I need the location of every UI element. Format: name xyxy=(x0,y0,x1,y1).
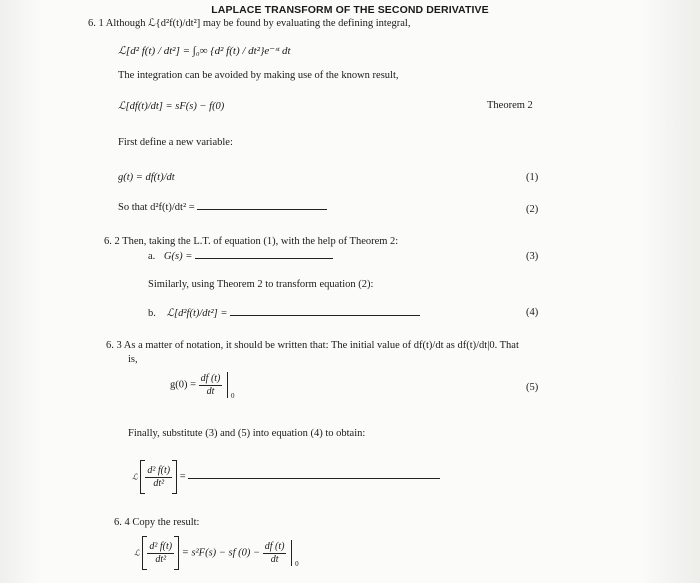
final-result-answer-blank[interactable] xyxy=(188,477,440,479)
fraction-denominator: dt² xyxy=(153,477,165,489)
right-bracket xyxy=(174,536,179,570)
item-a-answer-blank[interactable] xyxy=(195,257,333,259)
evaluation-subscript: 0 xyxy=(231,392,235,400)
fraction-denominator: dt xyxy=(270,553,279,565)
item-b-formula: ℒ[d²f(t)/dt²] = xyxy=(166,308,228,319)
item-a-label: a. xyxy=(148,251,156,262)
equation-2-answer-blank[interactable] xyxy=(197,208,327,210)
equation-2-text: So that d²f(t)/dt² = xyxy=(118,202,195,213)
finally-text: Finally, substitute (3) and (5) into equation (4) to obtain: xyxy=(128,428,366,439)
laplace-script-symbol: ℒ xyxy=(132,472,138,482)
item-b-label: b. xyxy=(148,308,156,319)
theorem-2-formula: ℒ[df(t)/dt] = sF(s) − f(0) xyxy=(118,101,225,112)
integral-formula: ℒ[d² f(t) / dt²] = ∫₀∞ {d² f(t) / dt²}e⁻ˢᵗ dt xyxy=(118,45,291,57)
evaluation-bar xyxy=(227,372,235,400)
equation-4-number: (4) xyxy=(526,307,539,318)
item-b-answer-blank[interactable] xyxy=(230,314,420,316)
equals-sign: = xyxy=(179,471,186,483)
evaluation-bar xyxy=(291,540,299,568)
section-6-3-text: 6. 3 As a matter of notation, it should be written that: The initial value of df(t)/dt as df(t)/dt|0. That xyxy=(106,340,519,351)
copied-result-rhs: = s²F(s) − sf (0) − xyxy=(181,547,261,559)
laplace-script-symbol: ℒ xyxy=(134,548,140,558)
right-bracket xyxy=(172,460,177,494)
equation-2-number: (2) xyxy=(526,204,539,215)
fraction-denominator: dt xyxy=(206,385,215,397)
equation-5-number: (5) xyxy=(526,382,539,393)
fraction-denominator: dt² xyxy=(155,553,167,565)
fraction-numerator: df (t) xyxy=(200,372,221,384)
fraction-numerator: df (t) xyxy=(264,540,285,552)
item-a-formula: G(s) = xyxy=(163,251,193,262)
section-6-1-text: 6. 1 Although ℒ{d²f(t)/dt²] may be found by evaluating the defining integral, xyxy=(88,18,411,29)
second-derivative-fraction xyxy=(147,541,174,566)
section-6-2-text: 6. 2 Then, taking the L.T. of equation (1), with the help of Theorem 2: xyxy=(104,236,399,247)
equation-3-number: (3) xyxy=(526,251,539,262)
page-title: LAPLACE TRANSFORM OF THE SECOND DERIVATIVE xyxy=(211,4,489,16)
g0-label: g(0) = xyxy=(170,379,197,391)
fraction-numerator: d² f(t) xyxy=(147,464,171,476)
section-6-3-text-continued: is, xyxy=(128,354,138,365)
df-dt-fraction xyxy=(263,541,287,566)
define-variable-text: First define a new variable: xyxy=(118,137,233,148)
theorem-2-label: Theorem 2 xyxy=(487,100,533,111)
evaluation-subscript: 0 xyxy=(295,560,299,568)
fraction-numerator: d² f(t) xyxy=(149,540,173,552)
equation-1-number: (1) xyxy=(526,172,539,183)
second-derivative-fraction xyxy=(145,465,172,490)
avoid-integration-text: The integration can be avoided by making use of the known result, xyxy=(118,70,399,81)
similarly-text: Similarly, using Theorem 2 to transform equation (2): xyxy=(148,279,374,290)
df-dt-fraction xyxy=(199,373,223,398)
section-6-4-text: 6. 4 Copy the result: xyxy=(114,517,200,528)
equation-1-formula: g(t) = df(t)/dt xyxy=(118,172,175,183)
